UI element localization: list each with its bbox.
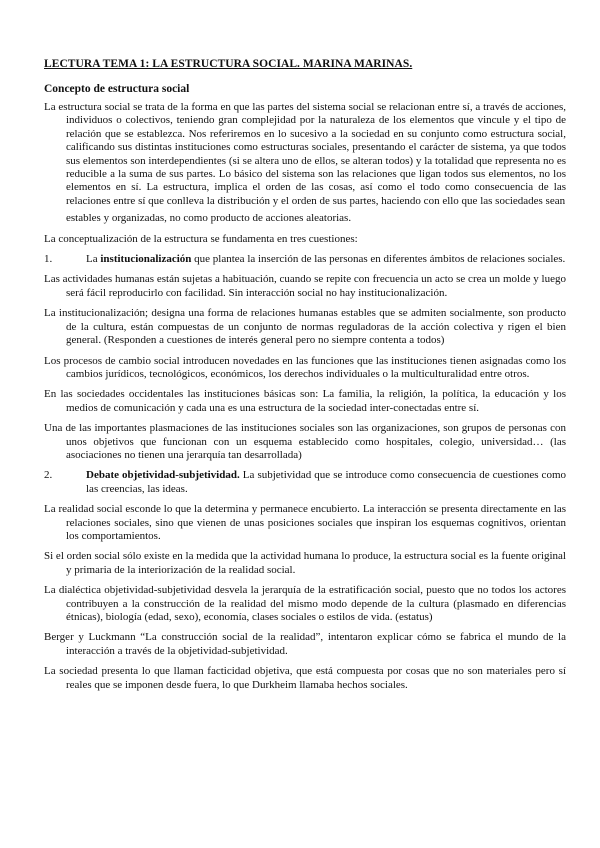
list-item-2	[44, 469, 566, 496]
list-number: 1.	[44, 253, 53, 266]
document-page	[44, 58, 566, 699]
list-item-keyword: institucionalización	[100, 253, 192, 266]
paragraph-basic-institutions: En las sociedades occidentales las instituciones básicas son: La familia, la religión, la política, la educación y los medios de comunicación y cada una es una estructura de la sociedad inter-conectadas entre sí.	[44, 388, 566, 414]
paragraph-organizations: Una de las importantes plasmaciones de las instituciones sociales son las organizaciones, son grupos de personas con unos objetivos que funcionan con un esquema establecido como hospitales, colegio, universidad… (las asociaciones no tienen una jerarquía tan desarrollada)	[44, 422, 566, 461]
list-item-rest: La subjetividad que se introduce como consecuencia de cuestiones como las creencias, las ideas.	[86, 469, 566, 495]
list-item-rest: que plantea la inserción de las personas en diferentes ámbitos de relaciones sociales.	[194, 253, 566, 266]
list-item-keyword: Debate objetividad-subjetividad.	[86, 469, 240, 482]
paragraph-conceptualization: La conceptualización de la estructura se fundamenta en tres cuestiones:	[44, 232, 358, 245]
list-item-1	[44, 253, 566, 266]
list-number: 2.	[44, 469, 53, 482]
list-item-text	[86, 253, 566, 266]
list-item-lead: La	[86, 253, 98, 266]
section-heading: Concepto de estructura social	[44, 83, 190, 95]
document-title: LECTURA TEMA 1: LA ESTRUCTURA SOCIAL. MARINA MARINAS.	[44, 58, 413, 70]
paragraph-habituation: Las actividades humanas están sujetas a habituación, cuando se repite con frecuencia un acto se crea un molde y luego será fácil reproducirlo con facilidad. Sin interacción social no hay institucionalización.	[44, 273, 566, 299]
paragraph-institutionalization: La institucionalización; designa una forma de relaciones humanas estables que se admiten socialmente, son producto de la cultura, están compuestas de un conjunto de normas reguladoras de la acción colectiva y rigen el bien general. (Responden a cuestiones de interés general pero no siempre contenta a todos)	[44, 307, 566, 347]
paragraph-facticity: La sociedad presenta lo que llaman facticidad objetiva, que está compuesta por cosas que no son materiales pero sí reales que se imponen desde fuera, lo que Durkheim llamaba hechos sociales.	[44, 665, 566, 691]
paragraph-dialectic: La dialéctica objetividad-subjetividad desvela la jerarquía de la estratificación social, puesto que no todos los actores contribuyen a la construcción de la realidad del mismo modo depende de la cultura (plasmado en diferencias étnicas), biología (edad, sexo), economía, clases sociales o estilos de vida. (estatus)	[44, 584, 566, 623]
paragraph-structure-definition: La estructura social se trata de la forma en que las partes del sistema social se relacionan entre sí, a través de acciones, individuos o colectivos, teniendo gran complejidad por la naturaleza de los elementos que vincule y el tipo de relación que se establezca. Nos referiremos en lo sucesivo a la sociedad en su conjunto como estructura social, calificando sus distintas instituciones como estructuras sociales, presentando el carácter de sistema, ya que todos sus elementos son interdependientes (si se altera uno de ellos, se alteran todos) y la totalidad que representa no es reducible a la suma de sus partes. Lo básico del sistema son las relaciones que ligan todos sus elementos, no los elementos en sí. La estructura, implica el orden de las cosas, así como el todo como consecuencia de las relaciones entre sí que conlleva la distribución y el orden de sus partes, haciendo con ello que las sociedades sean	[44, 101, 566, 207]
paragraph-social-change: Los procesos de cambio social introducen novedades en las funciones que las instituciones tienen asignadas como los cambios jurídicos, tecnológicos, económicos, los derechos individuales o la multiculturalidad entre otros.	[44, 354, 566, 380]
paragraph-berger-luckmann: Berger y Luckmann “La construcción social de la realidad”, intentaron explicar cómo se fabrica el mundo de la interacción a través de la objetividad-subjetividad.	[44, 631, 566, 657]
paragraph-structure-definition-end: estables y organizadas, no como producto de acciones aleatorias.	[66, 212, 352, 225]
paragraph-social-order: Si el orden social sólo existe en la medida que la actividad humana lo produce, la estructura social es la fuente original y primaria de la interiorización de la realidad social.	[44, 550, 566, 576]
list-item-text	[86, 469, 566, 496]
paragraph-social-reality: La realidad social esconde lo que la determina y permanece encubierto. La interacción se presenta directamente en las relaciones sociales, sino que vienen de unas posiciones sociales que inspiran los esquemas cognitivos, orientan los comportamientos.	[44, 503, 566, 542]
